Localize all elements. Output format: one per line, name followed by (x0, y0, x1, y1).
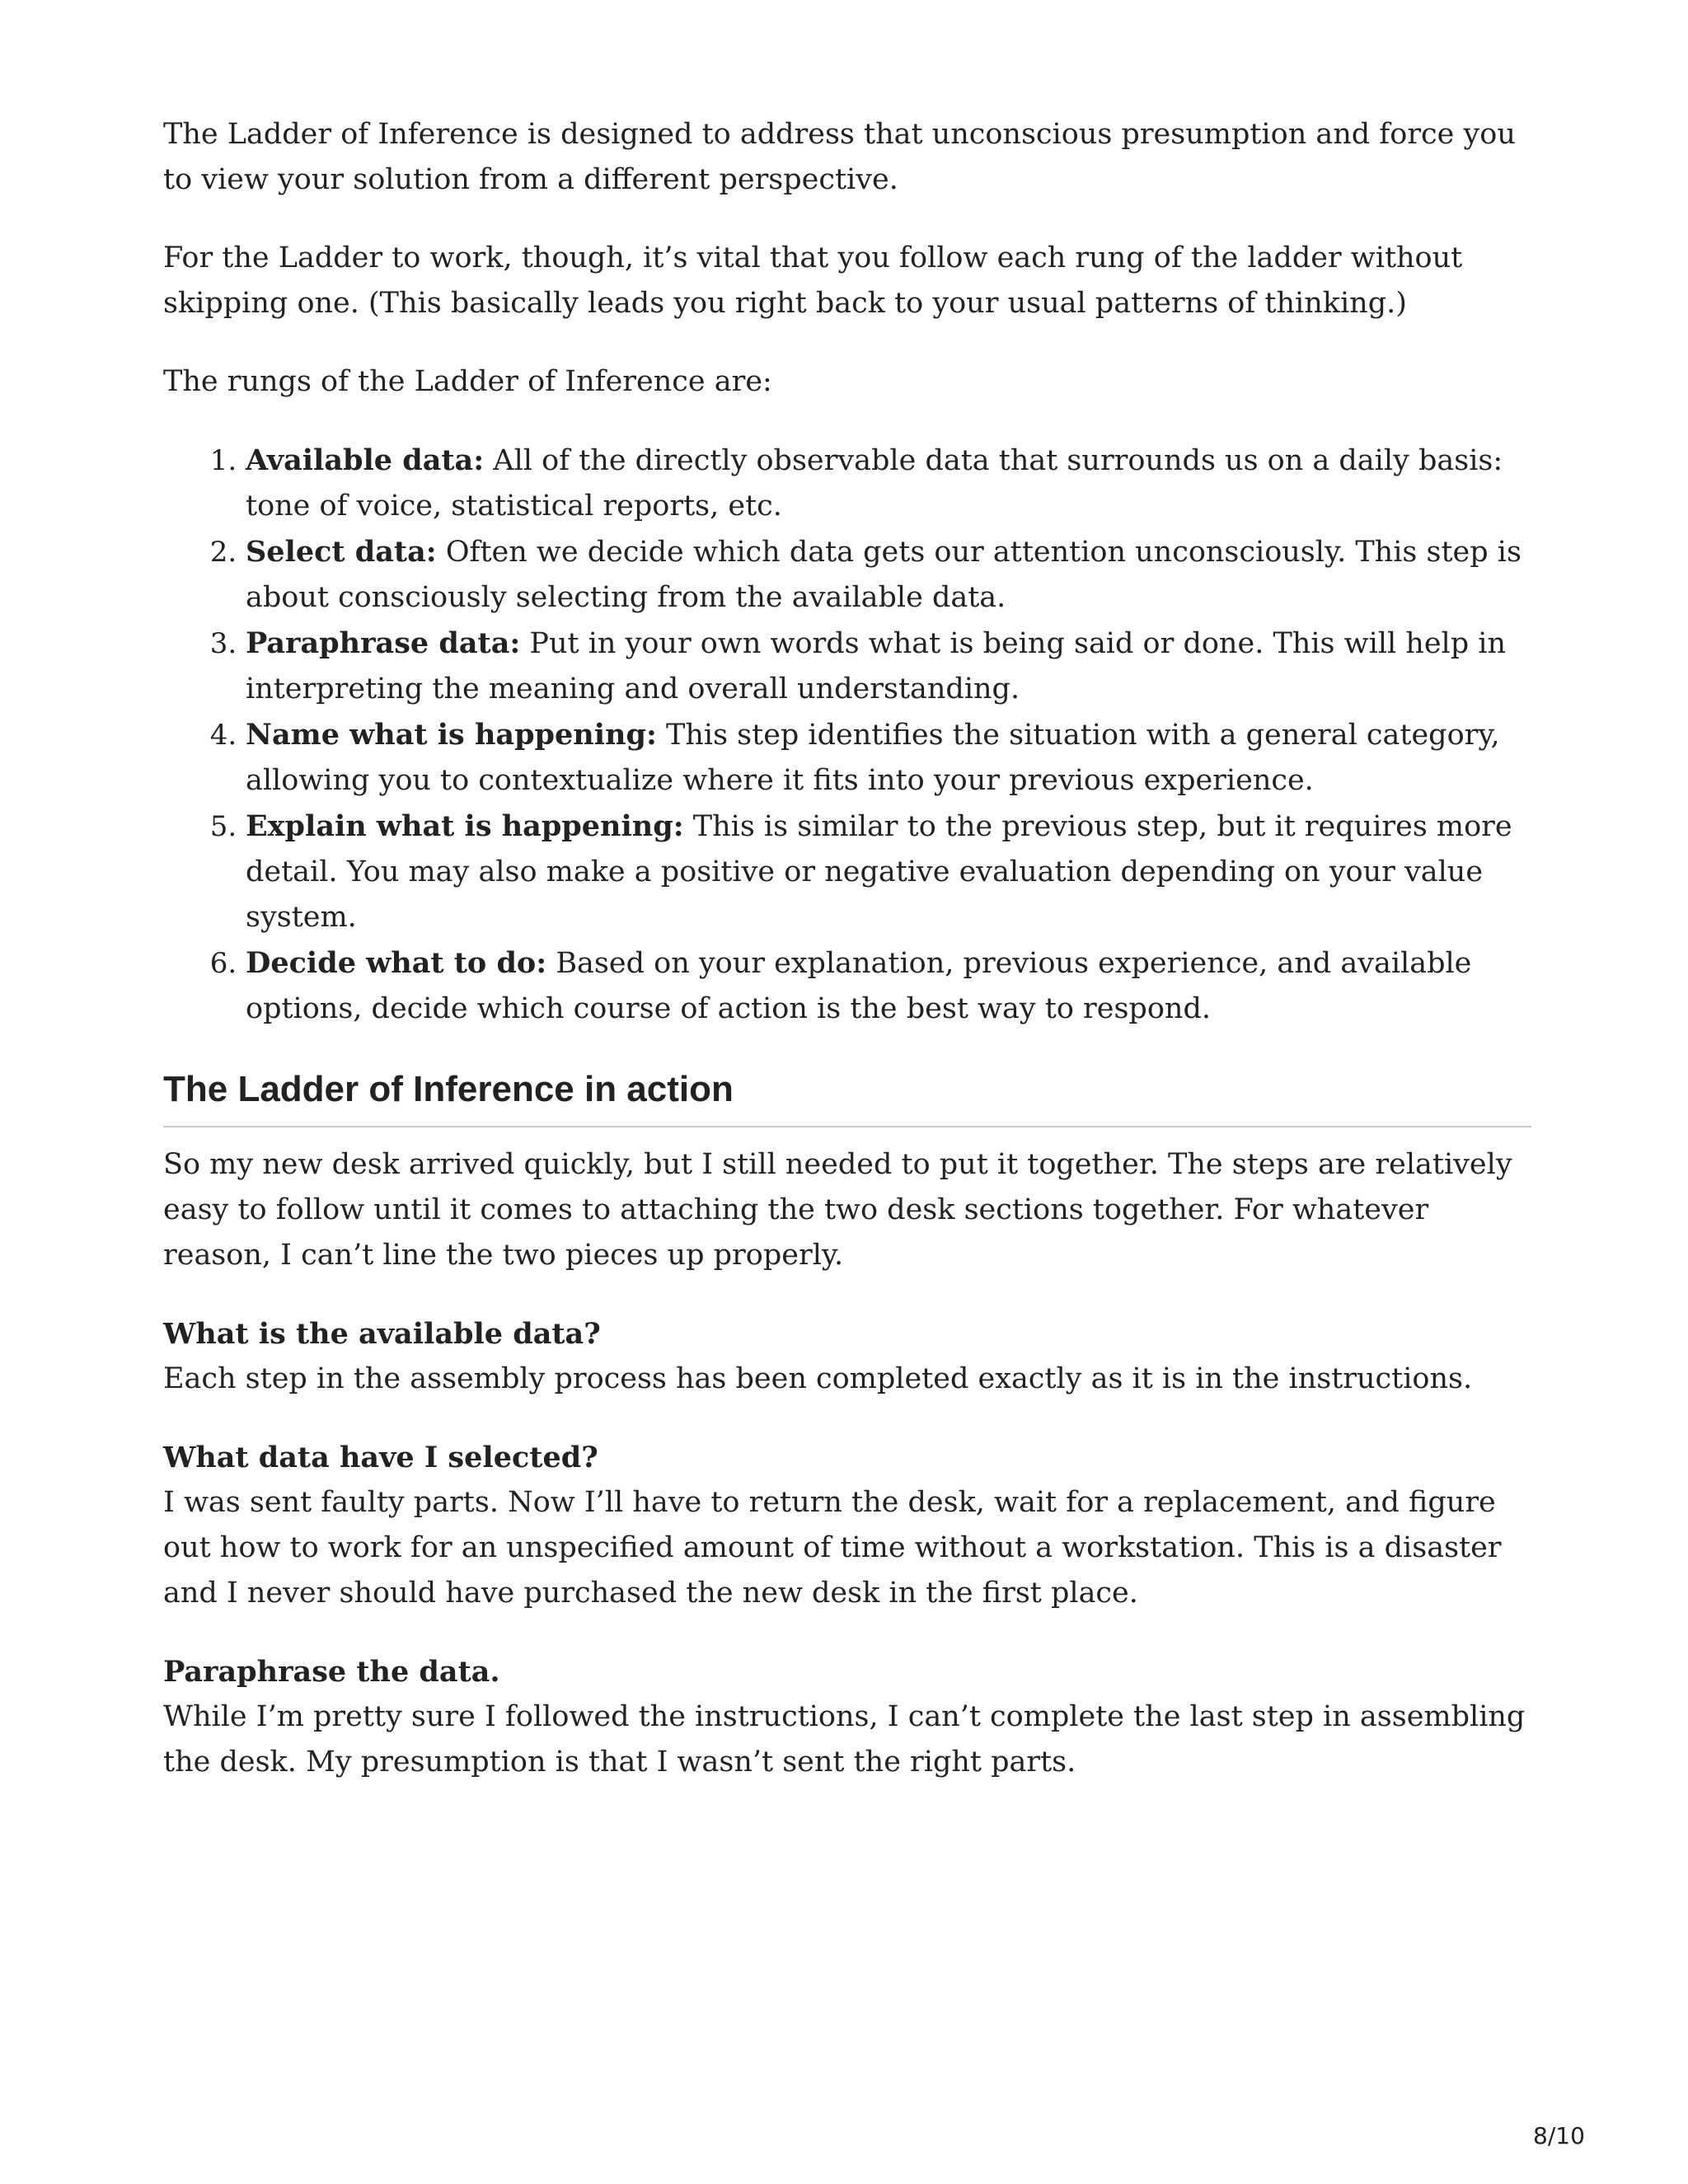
intro-paragraph: The Ladder of Inference is designed to address that unconscious presumption and force you to view your solution from a different perspective. (163, 118, 1516, 196)
question-block (163, 1311, 1531, 1402)
question-title: What data have I selected? (163, 1441, 598, 1474)
list-item (246, 529, 1531, 621)
question-block (163, 1435, 1531, 1616)
question-block (163, 1649, 1531, 1785)
intro-paragraph: For the Ladder to work, though, it’s vital that you follow each rung of the ladder without skipping one. (This basically leads you right back to your usual patterns of thinking.) (163, 241, 1463, 320)
rung-text: Put in your own words what is being said or done. This will help in interpreting the meaning and overall understanding. (246, 627, 1506, 705)
rungs-list (163, 438, 1531, 1032)
question-answer: While I’m pretty sure I followed the instructions, I can’t complete the last step in assembling the desk. My presumption is that I wasn’t sent the right parts. (163, 1700, 1526, 1779)
rung-text: All of the directly observable data that surrounds us on a daily basis: tone of voice, statistical reports, etc. (246, 444, 1503, 523)
rung-title: Available data: (246, 443, 485, 477)
section-intro: So my new desk arrived quickly, but I still needed to put it together. The steps are relatively easy to follow until it comes to attaching the two desk sections together. For whatever reason, I can’t line the two pieces up properly. (163, 1148, 1512, 1272)
rung-title: Select data: (246, 535, 437, 569)
page-number: 8/10 (1533, 2122, 1585, 2149)
list-item (246, 940, 1531, 1032)
rung-title: Explain what is happening: (246, 809, 684, 843)
rung-title: Name what is happening: (246, 718, 657, 752)
list-item (246, 712, 1531, 804)
list-item (246, 438, 1531, 529)
question-answer: I was sent faulty parts. Now I’ll have to return the desk, wait for a replacement, and figure out how to work for an unspecified amount of time without a workstation. This is a disaster and I never should have purchased the new desk in the first place. (163, 1486, 1502, 1610)
rung-text: This is similar to the previous step, but it requires more detail. You may also make a positive or negative evaluation depending on your value system. (246, 810, 1512, 934)
question-answer: Each step in the assembly process has been completed exactly as it is in the instructions. (163, 1362, 1473, 1395)
rung-title: Decide what to do: (246, 946, 547, 980)
list-item (246, 621, 1531, 712)
rung-text: Based on your explanation, previous experience, and available options, decide which course of action is the best way to respond. (246, 947, 1472, 1025)
question-title: What is the available data? (163, 1317, 601, 1351)
question-title: Paraphrase the data. (163, 1655, 500, 1689)
rung-title: Paraphrase data: (246, 626, 521, 660)
rung-text: This step identifies the situation with a general category, allowing you to contextualize where it fits into your previous experience. (246, 719, 1500, 797)
rung-text: Often we decide which data gets our attention unconsciously. This step is about consciously selecting from the available data. (246, 536, 1522, 614)
list-item (246, 804, 1531, 940)
intro-paragraph: The rungs of the Ladder of Inference are: (163, 365, 772, 398)
section-heading: The Ladder of Inference in action (163, 1065, 1531, 1127)
document-page (163, 112, 1531, 1818)
